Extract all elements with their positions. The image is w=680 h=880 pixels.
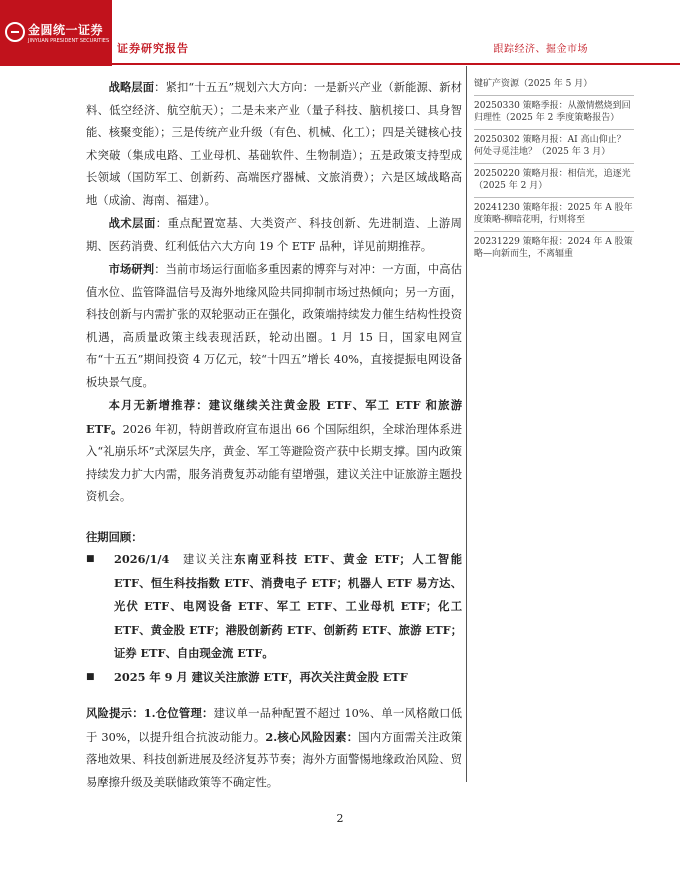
risk-label: 风险提示：1.仓位管理： — [86, 706, 214, 720]
market-text: ：当前市场运行面临多重因素的博弈与对冲：一方面，中高估值水位、监管降温信号及海外地缘风险共同抑制市场过热倾向；另一方面，科技创新与内需扩张的双轮驱动正在强化，政策端持续发力催生结构性投资机遇，高质量政策主线表现活跃，轮动出圈。1 月 15 日，国家电网宣布“十五五”期间投资 4 万亿元，较“十四五”增长 40%，直接提振电网设备板块景气度。 — [86, 263, 462, 389]
risk-label-2: 2.核心风险因素： — [265, 729, 359, 744]
spacer — [86, 688, 462, 702]
header-divider — [112, 63, 680, 65]
tactical-label: 战术层面 — [108, 216, 156, 230]
logo — [0, 0, 112, 66]
review-1-etfs: 东南亚科技 ETF、黄金 ETF；人工智能 ETF、恒生科技指数 ETF、消费电子 ETF；机器人 ETF 易方达、光伏 ETF、电网设备 ETF、军工 ETF、工业母机 ETF；化工 ETF、黄金股 ETF；港股创新药 ETF、创新药 ETF、旅游 ETF；证券 ETF、自由现金流 ETF。 — [114, 552, 462, 660]
market-label: 市场研判 — [108, 262, 155, 276]
related-report-item[interactable]: 20250330 策略季报：从激情燃烧到回归理性（2025 年 2 季度策略报告） — [474, 96, 634, 130]
review-title: 往期回顾： — [86, 529, 143, 544]
related-report-item[interactable]: 20250220 策略月报：相信光，追逐光（2025 年 2 月） — [474, 164, 634, 198]
market-paragraph — [86, 258, 462, 394]
review-1-pre: 建议关注 — [181, 553, 235, 566]
tactical-text: ：重点配置宽基、大类资产、科技创新、先进制造、上游周期、医药消费、红利低估六大方向 19 个 ETF 品种，详见前期推荐。 — [86, 217, 462, 253]
review-2-text: 2025 年 9 月 建议关注旅游 ETF，再次关注黄金股 ETF — [114, 669, 408, 684]
related-report-item[interactable]: 键矿产资源（2025 年 5 月） — [474, 76, 634, 96]
tactical-paragraph — [86, 212, 462, 258]
spacer — [86, 509, 462, 520]
strategic-label: 战略层面 — [108, 80, 155, 94]
risk-paragraph — [86, 702, 462, 794]
page-number: 2 — [336, 812, 344, 825]
review-date: 2026/1/4 — [114, 552, 170, 566]
page-header — [0, 0, 680, 66]
main-content — [86, 76, 462, 794]
header-slogan: 跟踪经济、掘金市场 — [493, 44, 588, 55]
logo-text-cn: 金圆统一证券 — [28, 23, 104, 37]
new-recommendation-text: 2026 年初，特朗普政府宣布退出 66 个国际组织，全球治理体系进入“礼崩乐坏”式深层失序，黄金、军工等避险资产获中长期支撑。国内政策持续发力扩大内需，服务消费复苏动能有望增强，建议关注中证旅游主题投资机会。 — [86, 422, 462, 503]
report-type: 证券研究报告 — [117, 42, 189, 55]
square-bullet-icon: ■ — [86, 671, 95, 682]
review-item — [86, 666, 462, 689]
risk-text-1: 建议单一品种配置不超过 10%、单一风格敞口低于 30%，以提升组合抗波动能力。 — [86, 707, 463, 744]
related-reports-sidebar — [474, 76, 634, 265]
related-report-item[interactable]: 20250302 策略月报：AI 高山仰止？何处寻觅洼地？（2025 年 3 月） — [474, 130, 634, 164]
logo-text-en: JINYUAN PRESIDENT SECURITIES — [28, 38, 110, 44]
logo-mark-icon — [5, 22, 25, 42]
related-report-item[interactable]: 20241230 策略年报：2025 年 A 股年度策略-柳暗花明，行则将至 — [474, 198, 634, 232]
strategic-paragraph — [86, 76, 462, 212]
review-item — [86, 548, 462, 666]
new-recommendation-paragraph — [86, 394, 462, 509]
new-recommendation-label: 本月无新增推荐：建议继续关注黄金股 ETF、军工 ETF 和旅游 ETF。 — [86, 398, 462, 436]
related-report-item[interactable]: 20231229 策略年报：2024 年 A 股策略—向新而生，不离辐重 — [474, 236, 633, 259]
risk-text-2: 国内方面需关注政策落地效果、科技创新进展及经济复苏节奏；海外方面警惕地缘政治风险、贸易摩擦升级及美联储政策等不确定性。 — [86, 730, 462, 789]
strategic-text: ：紧扣“十五五”规划六大方向：一是新兴产业（新能源、新材料、低空经济、航空航天）；二是未来产业（量子科技、脑机接口、具身智能、核聚变能）；三是传统产业升级（有色、机械、化工）；四是关键核心技术突破（集成电路、工业母机、基础软件、生物制造）；五是政策支持型成长领域（国防军工、创新药、高端医疗器械、文旅消费）；六是区域战略高地（成渝、海南、福建）。 — [86, 81, 462, 207]
square-bullet-icon: ■ — [86, 554, 95, 564]
column-divider — [466, 66, 467, 782]
